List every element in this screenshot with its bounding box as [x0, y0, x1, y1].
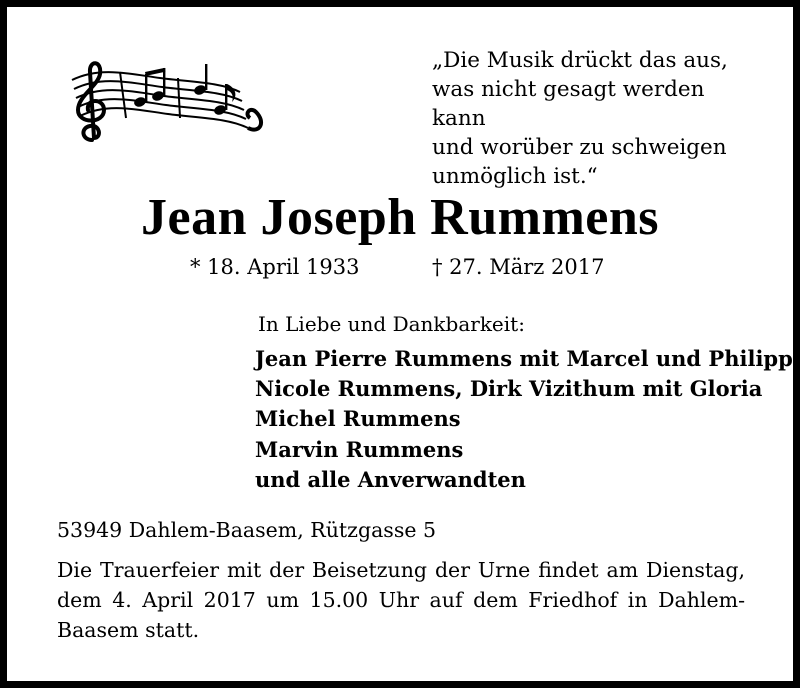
mourner-name: Marvin Rummens — [255, 436, 464, 462]
memorial-quote: „Die Musik drückt das aus, was nicht gesagt werden kann und worüber zu schweigen unmöglich ist.“ — [432, 48, 728, 189]
mourner-name: und alle Anverwandten — [255, 466, 526, 492]
mourners-list — [255, 344, 793, 495]
mourners-intro: In Liebe und Dankbarkeit: — [258, 312, 525, 336]
mourner-name: Michel Rummens — [255, 406, 461, 432]
mourner-name: Jean Pierre Rummens mit Marcel und Philipp — [255, 346, 793, 371]
funeral-notice: Die Trauerfeier mit der Beisetzung der Urne findet am Dienstag, dem 4. April 2017 um 15.00 Uhr auf dem Friedhof in Dahlem-Baasem statt. — [57, 558, 745, 642]
address: 53949 Dahlem-Baasem, Rützgasse 5 — [57, 518, 437, 542]
music-notes-icon — [60, 52, 270, 147]
death-date: † 27. März 2017 — [432, 255, 605, 279]
deceased-name: Jean Joseph Rummens — [141, 189, 659, 246]
birth-date: * 18. April 1933 — [190, 255, 360, 279]
mourner-name: Nicole Rummens, Dirk Vizithum mit Gloria — [255, 376, 763, 402]
